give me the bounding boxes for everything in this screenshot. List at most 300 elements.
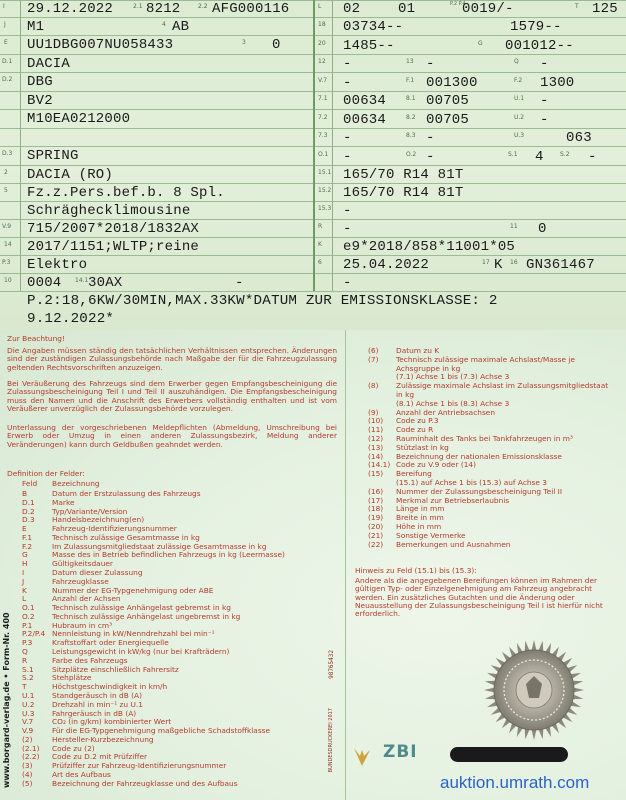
vin: UU1DBG007NU058433 bbox=[27, 37, 174, 53]
field-code: F.1 bbox=[406, 77, 415, 84]
hint-title: Hinweis zu Feld (15.1) bis (15.3): bbox=[355, 566, 477, 575]
seal-tooth bbox=[573, 681, 583, 686]
co2: - bbox=[343, 75, 352, 91]
legend-field-description: Datum zu K bbox=[396, 346, 440, 355]
legend-field-code: (14.1) bbox=[368, 460, 391, 470]
legend-field-code: U.3 bbox=[22, 708, 35, 718]
legend-field-code: (15) bbox=[368, 469, 384, 479]
legend-row bbox=[368, 365, 460, 372]
field-code: 7.3 bbox=[318, 132, 328, 139]
legend-field-code: (12) bbox=[368, 434, 384, 443]
publisher-line: www.borgard-verlag.de • Form-Nr. 400 bbox=[2, 612, 11, 788]
fuel-code: 0004 bbox=[27, 275, 62, 291]
legend-field-description: (8.1) Achse 1 bis (8.3) Achse 3 bbox=[396, 398, 510, 408]
manufacturer-code: 8212 bbox=[146, 1, 181, 17]
legend-field-description: Stützlast in kg bbox=[396, 442, 449, 452]
legend-row bbox=[368, 453, 562, 460]
legend-row bbox=[22, 622, 112, 629]
field-code: 2.2 bbox=[198, 3, 208, 10]
field-code: 10 bbox=[4, 277, 12, 284]
seal-tooth bbox=[485, 695, 495, 700]
legend-field-description: (15.1) auf Achse 1 bis (15.3) auf Achse 3 bbox=[396, 478, 548, 487]
field-code: 13 bbox=[406, 58, 414, 65]
make: DACIA bbox=[27, 56, 71, 72]
legend-field-code: O.1 bbox=[22, 603, 35, 613]
zb2-number: GN361467 bbox=[526, 257, 595, 273]
legend-field-code: R bbox=[22, 655, 28, 665]
legend-row bbox=[22, 595, 121, 602]
gross-mass: 001300 bbox=[426, 75, 478, 91]
legend-row bbox=[22, 604, 231, 611]
seal-tooth bbox=[532, 730, 537, 740]
permitted-mass: 1300 bbox=[540, 75, 575, 91]
legend-field-code: (16) bbox=[368, 486, 384, 496]
field-code: 6 bbox=[318, 259, 322, 266]
legend-row bbox=[368, 426, 433, 433]
legend-field-code: (4) bbox=[22, 769, 33, 779]
legend-field-description: Code zu P.3 bbox=[396, 416, 439, 426]
legend-field-description: Für die EG-Typgenehmigung maßgebliche Schadstoffklasse bbox=[52, 726, 271, 736]
field-code: 5 bbox=[4, 187, 8, 194]
legend-header-bez: Bezeichnung bbox=[52, 479, 100, 488]
legend-field-description: Breite in mm bbox=[396, 513, 444, 523]
legend-field-code: D.3 bbox=[22, 515, 35, 525]
legend-row bbox=[368, 417, 439, 424]
seal-tooth bbox=[484, 688, 494, 693]
seal-tooth bbox=[532, 640, 537, 650]
legend-field-description: Code zu (2) bbox=[52, 743, 95, 753]
legend-field-code: B bbox=[22, 489, 28, 498]
legend-row bbox=[22, 762, 226, 769]
type-code: AFG000116 bbox=[212, 1, 290, 17]
noise-rpm: - bbox=[540, 112, 549, 128]
watermark-text: auktion.umrath.com bbox=[440, 773, 590, 792]
field-code: 3 bbox=[242, 39, 246, 46]
driving-noise: 063 bbox=[566, 130, 592, 146]
legend-row bbox=[22, 587, 213, 594]
legend-field-description: Bereifung bbox=[396, 469, 432, 479]
legend-row bbox=[368, 461, 476, 468]
legend-field-code: J bbox=[22, 576, 25, 586]
legend-field-description: Sonstige Vermerke bbox=[396, 530, 466, 540]
legend-row bbox=[22, 780, 238, 787]
legend-row bbox=[22, 710, 136, 717]
legend-field-code: O.2 bbox=[22, 611, 35, 621]
legend-field-description: Im Zulassungsmitgliedstaat zulässige Gesamtmasse in kg bbox=[52, 541, 267, 551]
standing-noise: - bbox=[540, 93, 549, 109]
legend-field-code: (2.1) bbox=[22, 743, 40, 753]
legend-field-code: S.2 bbox=[22, 673, 34, 683]
type: DBG bbox=[27, 74, 53, 90]
length: 03734-- bbox=[343, 19, 404, 35]
legend-row bbox=[368, 505, 444, 512]
legend-field-code: T bbox=[22, 682, 27, 692]
legend-row bbox=[368, 479, 547, 486]
legend-field-description: Stehplätze bbox=[52, 673, 92, 683]
width: 1579-- bbox=[510, 19, 562, 35]
legend-field-code: U.1 bbox=[22, 690, 35, 700]
notice-paragraph-1: Die Angaben müssen ständig den tatsächlichen Verhältnissen entsprechen. Änderungen sind der zuständigen Zulassungsbehörde nach Maßgabe der für die Fahrzeugzulassung geltenden Rechtsvorschriften anzuzeigen. bbox=[7, 346, 337, 372]
legend-field-description: Gültigkeitsdauer bbox=[52, 559, 113, 569]
remarks-line-1: P.2:18,6KW/30MIN,MAX.33KW*DATUM ZUR EMISSIONSKLASSE: 2 bbox=[27, 293, 498, 309]
field-code: F.2 bbox=[514, 77, 523, 84]
vin-check-digit: 0 bbox=[272, 37, 281, 53]
power-rpm: 0019/- bbox=[462, 1, 514, 17]
legend-field-description: Nennleistung in kW/Nenndrehzahl bei min⁻¹ bbox=[52, 629, 215, 639]
legend-row bbox=[22, 534, 200, 541]
legend-field-description: Code zu R bbox=[396, 425, 434, 435]
legend-field-description: Höhe in mm bbox=[396, 522, 442, 531]
power-weight: - bbox=[540, 56, 549, 72]
trade-name: SPRING bbox=[27, 148, 79, 164]
remarks-dash: - bbox=[343, 275, 352, 291]
legend-row bbox=[368, 391, 414, 398]
remarks-line-2: 9.12.2022* bbox=[27, 311, 115, 327]
legend-row bbox=[22, 490, 201, 497]
national-emission-class: 2017/1151;WLTP;reine bbox=[27, 239, 200, 255]
legend-field-code: S.1 bbox=[22, 664, 34, 674]
zbi-mark: ZBI bbox=[383, 742, 418, 762]
legend-field-code: (6) bbox=[368, 346, 379, 355]
legend-field-description: Technisch zulässige maximale Achslast/Masse je bbox=[396, 354, 576, 364]
emission-class: 715/2007*2018/1832AX bbox=[27, 221, 200, 237]
field-code: 7.1 bbox=[318, 95, 328, 102]
legend-row bbox=[22, 692, 142, 699]
legend-row bbox=[368, 488, 562, 495]
legend-field-code: (18) bbox=[368, 504, 384, 514]
legend-field-description: Länge in mm bbox=[396, 504, 445, 514]
field-code: O.2 bbox=[406, 151, 417, 158]
legend-row bbox=[22, 648, 229, 655]
field-code: 16 bbox=[510, 259, 518, 266]
support-load: - bbox=[426, 56, 435, 72]
color-code: 0 bbox=[538, 221, 547, 237]
legend-field-description: Hersteller-Kurzbezeichnung bbox=[52, 734, 154, 744]
legend-row bbox=[22, 578, 109, 585]
legend-field-code: P.3 bbox=[22, 638, 33, 648]
legend-field-code: K bbox=[22, 585, 27, 595]
legend-field-description: Technisch zulässige Anhängelast gebremst in kg bbox=[52, 603, 231, 613]
legend-row bbox=[368, 400, 509, 407]
legend-row bbox=[22, 630, 215, 637]
axle2-load: 00634 bbox=[343, 112, 387, 128]
legend-field-description: Handelsbezeichnung(en) bbox=[52, 515, 145, 525]
seal-tooth bbox=[525, 641, 530, 651]
legend-row bbox=[368, 523, 441, 530]
legend-row bbox=[368, 444, 449, 451]
notice-title: Zur Beachtung! bbox=[7, 334, 65, 343]
legend-field-description: Rauminhalt des Tanks bei Tankfahrzeugen in m³ bbox=[396, 434, 573, 443]
field-code: S.2 bbox=[560, 151, 570, 158]
legend-row bbox=[368, 532, 466, 539]
legend-row bbox=[22, 683, 167, 690]
legend-row bbox=[22, 701, 143, 708]
field-code: 17 bbox=[482, 259, 490, 266]
field-code: P.3 bbox=[2, 259, 11, 266]
field-code: R bbox=[318, 223, 323, 230]
field-code: T bbox=[575, 3, 579, 10]
legend-field-code: P.1 bbox=[22, 620, 33, 630]
field-code: P.2 P.4 bbox=[450, 1, 466, 7]
axle1-permitted: 00705 bbox=[426, 93, 470, 109]
emission-code: 30AX bbox=[88, 275, 123, 291]
legend-field-code: Q bbox=[22, 647, 28, 657]
field-code: L bbox=[318, 3, 322, 10]
field-code: D.3 bbox=[2, 150, 13, 157]
legend-row bbox=[368, 347, 439, 354]
field-code: Q bbox=[514, 58, 519, 65]
notice-paragraph-2: Bei Veräußerung des Fahrzeugs sind dem Erwerber gegen Empfangsbescheinigung die Zulassungsbescheinigung Teil I und Teil II auszuhändigen. Die Empfangsbescheinigung muss den Namen und die Anschrift des Erwerbers vollständig enthalten und ist vom Veräußerer unverzüglich der Zulassungsbehörde vorzulegen. bbox=[7, 379, 337, 413]
legend-field-description: Code zu V.9 oder (14) bbox=[396, 460, 477, 470]
approval-date: 25.04.2022 bbox=[343, 257, 430, 273]
legend-row bbox=[368, 541, 510, 548]
legend-field-description: in kg bbox=[396, 390, 415, 399]
field-code: 14 bbox=[4, 241, 12, 248]
drive-axles: 01 bbox=[398, 1, 416, 17]
manufacturer: DACIA (RO) bbox=[27, 167, 114, 183]
legend-field-code: (22) bbox=[368, 539, 384, 549]
legend-field-code: V.7 bbox=[22, 717, 34, 727]
field-code: V.7 bbox=[318, 77, 328, 84]
legend-field-code: (11) bbox=[368, 425, 384, 435]
legend-field-description: Bemerkungen und Ausnahmen bbox=[396, 539, 511, 549]
legend-field-description: Fahrzeug-Identifizierungsnummer bbox=[52, 524, 177, 534]
legend-field-code: (20) bbox=[368, 522, 384, 531]
axle1-load: 00634 bbox=[343, 93, 387, 109]
field-code: 4 bbox=[162, 21, 166, 28]
legend-row bbox=[368, 382, 608, 389]
legend-row bbox=[22, 674, 91, 681]
empty-mass: 001012-- bbox=[505, 38, 574, 54]
legend-row bbox=[22, 771, 111, 778]
legend-field-description: Technisch zulässige Anhängelast ungebremst in kg bbox=[52, 611, 241, 621]
legend-field-description: Datum dieser Zulassung bbox=[52, 568, 143, 578]
field-code: 18 bbox=[318, 21, 326, 28]
legend-field-description: Bezeichnung der Fahrzeugklasse und des Aufbaus bbox=[52, 778, 238, 788]
legend-field-description: Kraftstoffart oder Energiequelle bbox=[52, 638, 169, 648]
date-registration: 29.12.2022 bbox=[27, 1, 114, 17]
notice-paragraph-3: Unterlassung der vorgeschriebenen Meldepflichten (Abmeldung, Umschreibung bei Erwerb oder Umzug in einen anderen Zulassungsbezirk, Meldung anderer Veränderungen) kann durch Geldbußen geahndet werden. bbox=[7, 423, 337, 449]
legend-field-code: (17) bbox=[368, 495, 384, 505]
variant: BV2 bbox=[27, 93, 53, 109]
legend-field-description: Zulässige maximale Achslast im Zulassungsmitgliedstaat bbox=[396, 381, 609, 391]
legend-field-code: (21) bbox=[368, 530, 384, 540]
trailer-unbraked: - bbox=[426, 149, 435, 165]
legend-field-code: G bbox=[22, 550, 28, 560]
registration-form: I 2.1 2.2 J 4 E 3 D.1 D.2 D.3 2 5 V.9 14 P.3 10 14.1 29.12.2022 8212 AFG000116 M1 AB UU1DBG007NU058433 0 DACIA DBG BV2 M10EA0212000 SPRING DACIA (RO) Fz.z.Pers.bef.b. 8 Spl. Schräghecklimousine 715/2007*2018/1832AX 2017/1151;WLTP;reine Elektro 0004 30AX - L P.2 P.4 T 18 20 G 12 13 Q V.7 F.1 F.2 7.1 8.1 U.1 7.2 8.2 U.2 7.3 8.3 U.3 O.1 O.2 S.1 S.2 15.1 15.2 15.3 R 11 K 6 17 16 02 01 0019/- 125 03734-- 1579-- 1485-- 001012-- - - - - 001300 1300 00634 00705 - 00634 00705 - - - 063 - - 4 - 165/70 R14 81T 165/70 R14 81T - - 0 e9*2018/858*11001*05 25.04.2022 K GN361467 - P.2:18,6KW/30MIN,MAX.33KW*DATUM ZUR EMISSIONSKLASSE: 2 9.12.2022* bbox=[0, 0, 626, 330]
field-code: 8.2 bbox=[406, 114, 416, 121]
body-type-code: AB bbox=[172, 19, 190, 35]
legend-field-description: Art des Aufbaus bbox=[52, 769, 111, 779]
legend-field-code: (2.2) bbox=[22, 752, 40, 762]
legend-row bbox=[22, 666, 179, 673]
tyres-axle1: 165/70 R14 81T bbox=[343, 167, 464, 183]
legend-row bbox=[22, 657, 128, 664]
legend-field-description: (7.1) Achse 1 bis (7.3) Achse 3 bbox=[396, 372, 510, 382]
trailer-braked: - bbox=[343, 149, 352, 165]
legend-field-description: CO₂ (in g/km) kombinierter Wert bbox=[52, 717, 172, 727]
legend-field-description: Masse des in Betrieb befindlichen Fahrzeugs in kg (Leermasse) bbox=[52, 550, 285, 560]
legend-field-description: Hubraum in cm³ bbox=[52, 620, 113, 630]
hint-text: Andere als die angegebenen Bereifungen können im Rahmen der gültigen Typ- oder Einzelgenehmigung am Fahrzeug angebracht werden. Ein zusätzliches Gutachten und die Änderung oder Neuausstellung der Zulassungsbescheinigung Teil I ist hierfür nicht erforderlich. bbox=[355, 576, 603, 619]
field-code: 14.1 bbox=[75, 277, 89, 284]
vehicle-class-text: Fz.z.Pers.bef.b. 8 Spl. bbox=[27, 185, 225, 201]
legend-field-description: Drehzahl in min⁻¹ zu U.1 bbox=[52, 699, 143, 709]
legend-field-code: (19) bbox=[368, 513, 384, 523]
legend-field-description: Farbe des Fahrzeugs bbox=[52, 655, 128, 665]
legend-field-code: I bbox=[22, 568, 25, 578]
seal-tooth bbox=[485, 681, 495, 686]
legend-row bbox=[368, 435, 573, 442]
legend-field-code: E bbox=[22, 524, 27, 534]
legend-row bbox=[22, 753, 147, 760]
vehicle-class: M1 bbox=[27, 19, 45, 35]
definitions-title: Definition der Felder: bbox=[7, 469, 85, 478]
field-code: 20 bbox=[318, 40, 326, 47]
version: M10EA0212000 bbox=[27, 111, 131, 127]
legend-field-description: Nummer der Zulassungsbescheinigung Teil II bbox=[396, 486, 563, 496]
legend-field-code: V.9 bbox=[22, 726, 34, 736]
legend-row bbox=[22, 516, 144, 523]
legend-field-code: (8) bbox=[368, 381, 379, 391]
legend-row bbox=[22, 736, 154, 743]
standing-places: - bbox=[588, 149, 597, 165]
field-code: D.2 bbox=[2, 76, 13, 83]
field-code: 7.2 bbox=[318, 114, 328, 121]
field-code: 15.2 bbox=[318, 187, 332, 194]
legend-field-description: Technisch zulässige Gesamtmasse in kg bbox=[52, 532, 200, 542]
legend-row bbox=[22, 613, 240, 620]
legend-field-description: Bezeichnung der nationalen Emissionsklasse bbox=[396, 451, 562, 461]
legend-field-code: D.1 bbox=[22, 497, 35, 507]
body-type: Schräghecklimousine bbox=[27, 203, 191, 219]
legend-field-description: Standgeräusch in dB (A) bbox=[52, 690, 142, 700]
field-code: 12 bbox=[318, 58, 326, 65]
field-code: V.9 bbox=[2, 223, 12, 230]
legend-field-description: Prüfziffer zur Fahrzeug-Identifizierungsnummer bbox=[52, 761, 227, 771]
tyres-axle2: 165/70 R14 81T bbox=[343, 185, 464, 201]
legend-field-code: U.2 bbox=[22, 699, 35, 709]
legend-header-feld: Feld bbox=[22, 479, 38, 488]
legend-row bbox=[22, 508, 127, 515]
fuel-type: Elektro bbox=[27, 257, 88, 273]
field-code: 15.3 bbox=[318, 205, 332, 212]
legend-row bbox=[22, 499, 75, 506]
legend-row bbox=[22, 551, 285, 558]
legend-field-code: (7) bbox=[368, 354, 379, 364]
seal-tooth bbox=[525, 729, 530, 739]
legend-field-description: Typ/Variante/Version bbox=[52, 506, 128, 516]
legend-field-description: Achsgruppe in kg bbox=[396, 363, 461, 373]
legend-field-code: (14) bbox=[368, 451, 384, 461]
operating-permit: K bbox=[494, 257, 503, 273]
legend-field-code: F.1 bbox=[22, 532, 33, 542]
legend-field-description: Anzahl der Achsen bbox=[52, 594, 121, 604]
legend-field-description: Code zu D.2 mit Prüfziffer bbox=[52, 752, 148, 762]
field-code: 15.1 bbox=[318, 169, 332, 176]
legend-field-code: (2) bbox=[22, 734, 33, 744]
legend-field-description: Höchstgeschwindigkeit in km/h bbox=[52, 682, 168, 692]
legend-field-description: Sitzplätze einschließlich Fahrersitz bbox=[52, 664, 179, 674]
legend-row bbox=[22, 543, 267, 550]
legend-field-description: Marke bbox=[52, 497, 75, 507]
legend-row bbox=[368, 470, 432, 477]
seal-tooth bbox=[574, 688, 584, 693]
legend-field-code: (10) bbox=[368, 416, 384, 426]
axle3-load: - bbox=[343, 130, 352, 146]
legend-field-description: Fahrgeräusch in dB (A) bbox=[52, 708, 137, 718]
axle3-permitted: - bbox=[426, 130, 435, 146]
tank-volume: - bbox=[343, 56, 352, 72]
field-code: J bbox=[4, 21, 6, 28]
legend-field-code: D.2 bbox=[22, 506, 35, 516]
field-code: 8.1 bbox=[406, 95, 416, 102]
legend-field-code: H bbox=[22, 559, 28, 569]
field-code: U.3 bbox=[514, 132, 525, 139]
legend-row bbox=[368, 409, 495, 416]
legend-row bbox=[22, 639, 169, 646]
legend-field-description: Nummer der EG-Typgenehmigung oder ABE bbox=[52, 585, 214, 595]
hologram-seal bbox=[482, 638, 586, 742]
field-code: D.1 bbox=[2, 58, 13, 65]
legend-field-code: (5) bbox=[22, 778, 33, 788]
legend-row bbox=[368, 373, 509, 380]
field-code: G bbox=[478, 40, 483, 47]
legend-row bbox=[368, 497, 509, 504]
legend-field-description: Fahrzeugklasse bbox=[52, 576, 109, 586]
legend-field-code: F.2 bbox=[22, 541, 33, 551]
legend-row bbox=[22, 718, 171, 725]
field-code: 2.1 bbox=[133, 3, 143, 10]
seats: 4 bbox=[535, 149, 544, 165]
printer-imprint: BUNDESDRUCKEREI 2017 bbox=[328, 708, 334, 773]
legend-row bbox=[22, 569, 143, 576]
field-code: I bbox=[3, 3, 5, 10]
seal-tooth bbox=[539, 729, 544, 739]
eagle-emblem-icon bbox=[352, 746, 372, 770]
field-code: 8.3 bbox=[406, 132, 416, 139]
field-code: U.1 bbox=[514, 95, 525, 102]
tyres-axle3: - bbox=[343, 203, 352, 219]
legend-row bbox=[22, 525, 177, 532]
axle-count: 02 bbox=[343, 1, 361, 17]
type-approval-number: e9*2018/858*11001*05 bbox=[343, 239, 516, 255]
field-code: 2 bbox=[4, 169, 8, 176]
max-speed: 125 bbox=[592, 1, 618, 17]
legend-field-code: (9) bbox=[368, 407, 379, 417]
field-code: E bbox=[4, 39, 8, 46]
field-code: U.2 bbox=[514, 114, 525, 121]
field-code: O.1 bbox=[318, 151, 329, 158]
legend-field-code: (3) bbox=[22, 761, 33, 771]
legend-row bbox=[368, 514, 444, 521]
legend-row bbox=[22, 560, 113, 567]
legend-field-description: Merkmal zur Betriebserlaubnis bbox=[396, 495, 510, 505]
axle2-permitted: 00705 bbox=[426, 112, 470, 128]
field-code: S.1 bbox=[508, 151, 518, 158]
legend-field-description: Anzahl der Antriebsachsen bbox=[396, 407, 496, 417]
seal-tooth bbox=[539, 641, 544, 651]
legend-field-description: Leistungsgewicht in kW/kg (nur bei Krafträdern) bbox=[52, 647, 230, 657]
redaction-bar bbox=[450, 747, 568, 762]
legend-field-code: P.2/P.4 bbox=[22, 629, 46, 639]
field-code: 11 bbox=[510, 223, 518, 230]
field-code: K bbox=[318, 241, 322, 248]
legend-field-description: Datum der Erstzulassung des Fahrzeugs bbox=[52, 489, 201, 498]
serial-number: 98765432 bbox=[328, 650, 335, 679]
legend-row bbox=[22, 727, 270, 734]
legend-field-code: L bbox=[22, 594, 27, 604]
